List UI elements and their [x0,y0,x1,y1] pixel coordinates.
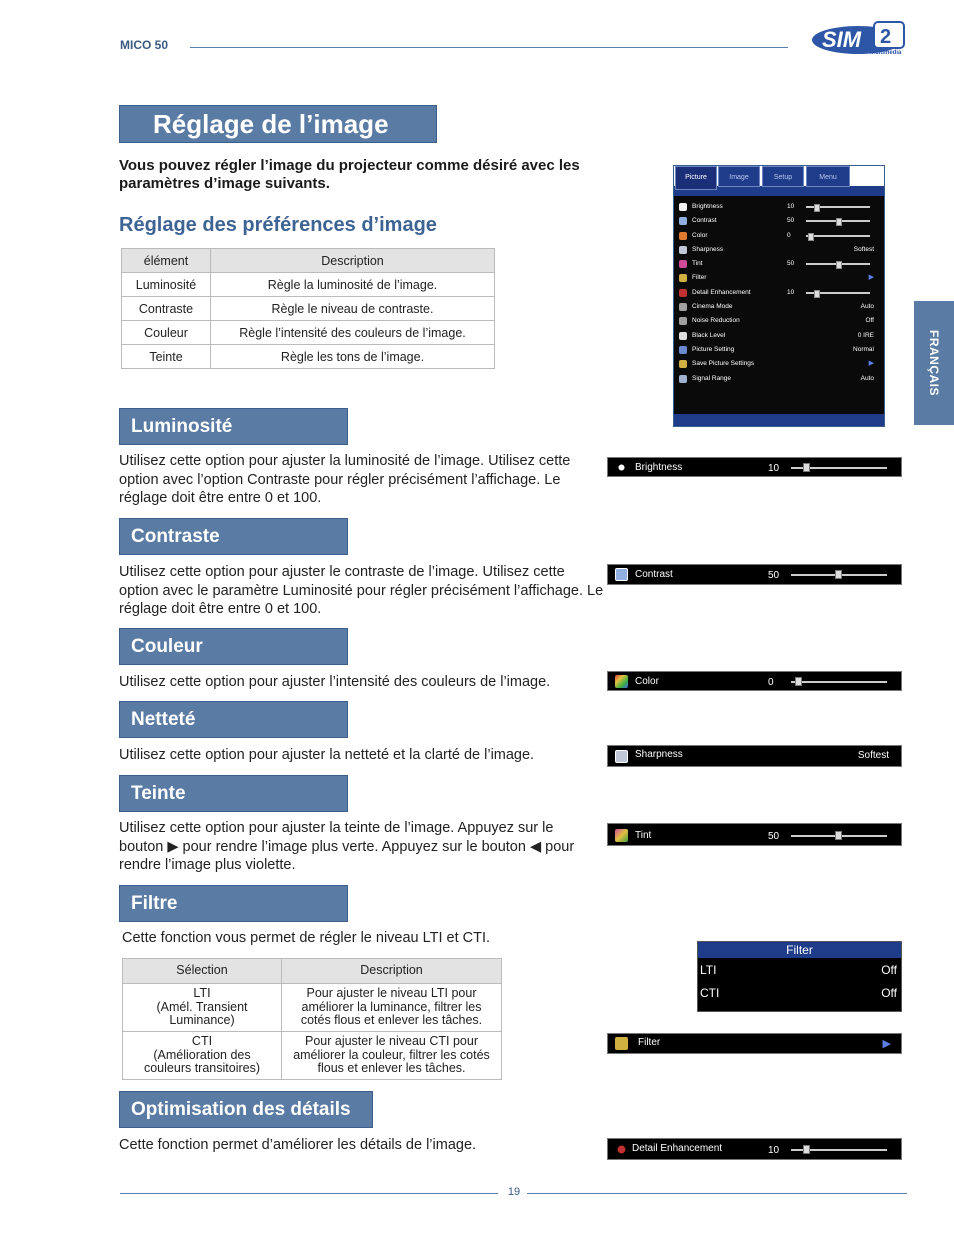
bar-label: Filter [638,1037,661,1048]
optimisation-text: Cette fonction permet d’améliorer les détails de l’image. [119,1137,477,1153]
slider-knob[interactable] [836,218,842,226]
osd-item-label: Color [692,231,708,239]
osd-item-icon [679,346,687,354]
chevron-right-icon: ▶ [882,1038,891,1050]
slider-knob[interactable] [814,290,820,298]
slider-knob[interactable] [803,463,810,472]
slider-knob[interactable] [803,1145,810,1154]
table-row [122,273,495,297]
svg-text:SIM: SIM [822,27,862,52]
table-cell: Règle l’intensité des couleurs de l’image. [211,321,495,345]
table-cell: LTI (Amél. Transient Luminance) [123,984,282,1032]
osd-item-label: Filter [692,274,707,282]
table-header: élément [122,249,211,273]
contraste-text: Utilisez cette option pour ajuster le contraste de l’image. Utilisez cette option avec le paramètre Luminosité pour régler précisément l’affichage. Le réglage doit être entre 0 et 100. [119,564,604,617]
document-model: MICO 50 [120,38,169,52]
detail-enhancement-bar [607,1138,902,1160]
language-label: FRANÇAIS [927,330,941,396]
osd-item-value: Auto [860,303,874,311]
osd-item-slider[interactable] [806,292,870,294]
table-cell: Règle le niveau de contraste. [211,297,495,321]
tint-slider[interactable] [791,835,887,837]
section-heading-luminosite: Luminosité [119,408,348,445]
filtre-text: Cette fonction vous permet de régler le niveau LTI et CTI. [122,930,491,946]
slider-knob[interactable] [808,233,814,241]
osd-item-label: Detail Enhancement [692,288,751,296]
osd-item-icon [679,375,687,383]
osd-item-label: Noise Reduction [692,317,740,325]
osd-item-icon [679,274,687,282]
osd-item-value: Normal [853,345,874,353]
table-cell: Teinte [122,345,211,369]
osd-item[interactable] [674,314,884,328]
osd-item-icon [679,217,687,225]
table-row [122,297,495,321]
sharpness-bar [607,745,902,767]
couleur-text: Utilisez cette option pour ajuster l’intensité des couleurs de l’image. [119,674,551,690]
bar-label: Brightness [635,462,683,473]
chevron-right-icon: ▶ [868,360,874,368]
osd-item-label: Contrast [692,217,717,225]
bar-label: Sharpness [635,749,683,760]
tint-icon [615,829,628,842]
filter-icon [615,1037,628,1050]
section-heading-nettete: Netteté [119,701,348,738]
bar-label: Color [635,676,659,687]
color-palette-icon [615,675,628,688]
osd-item-label: Cinema Mode [692,303,733,311]
bar-value: 50 [768,831,780,842]
table-cell: Règle la luminosité de l’image. [211,273,495,297]
table-cell: Luminosité [122,273,211,297]
table-header: Description [282,959,502,984]
table-header: Description [211,249,495,273]
filter-bar[interactable] [607,1033,902,1054]
osd-item-value: 50 [787,260,795,268]
table-row [123,984,502,1032]
table-cell: CTI (Amélioration des couleurs transitoires) [123,1032,282,1080]
osd-tab-image[interactable]: Image [718,166,760,187]
osd-item[interactable] [674,286,884,300]
osd-item-icon [679,332,687,340]
table-cell: Règle les tons de l’image. [211,345,495,369]
tint-bar [607,823,902,846]
slider-knob[interactable] [835,570,842,579]
contrast-icon [615,568,628,581]
teinte-text: Utilisez cette option pour ajuster la teinte de l’image. Appuyez sur le bouton ▶ pour rendre l’image plus verte. Appuyez sur le bouton ◀ pour rendre l’image plus violette. [119,820,575,873]
osd-picture-menu [673,165,885,427]
osd-item-slider[interactable] [806,263,870,265]
osd-item-slider[interactable] [806,235,870,237]
contrast-bar [607,564,902,585]
filter-submenu [697,941,902,1012]
contrast-slider[interactable] [791,574,887,576]
osd-item-label: Tint [692,260,703,268]
osd-item-icon [679,203,687,211]
osd-tab-menu[interactable]: Menu [806,166,850,187]
osd-item-list [674,200,884,386]
brightness-icon [615,461,628,474]
table-cell: Pour ajuster le niveau CTI pour améliorer la couleur, filtrer les cotés flous et enlever les tâches. [282,1032,502,1080]
table-cell: Contraste [122,297,211,321]
section-heading-optimisation: Optimisation des détails [119,1091,373,1128]
bar-value: 10 [768,463,780,474]
osd-item-slider[interactable] [806,206,870,208]
osd-item-icon [679,360,687,368]
option-value: Off [881,963,897,977]
brightness-slider[interactable] [791,467,887,469]
table-cell: Couleur [122,321,211,345]
osd-item-icon [679,260,687,268]
osd-item-icon [679,289,687,297]
osd-item[interactable] [674,300,884,314]
bar-value: 10 [768,1145,780,1156]
osd-item-value: 10 [787,203,795,210]
sim2-logo [808,16,912,56]
osd-item[interactable] [674,200,884,214]
bar-value: 0 [768,677,774,688]
footer-rule [527,1193,907,1194]
header-rule [190,47,788,48]
chevron-right-icon: ▶ [868,274,874,282]
brightness-bar [607,457,902,477]
osd-item-value: Softest [853,245,874,253]
osd-item[interactable] [674,329,884,343]
option-label: LTI [700,963,717,977]
osd-item[interactable] [674,214,884,228]
section-heading-filtre: Filtre [119,885,348,922]
osd-item-icon [679,317,687,325]
section-heading-teinte: Teinte [119,775,348,812]
osd-item-value: Auto [860,374,874,382]
nettete-text: Utilisez cette option pour ajuster la netteté et la clarté de l’image. [119,747,535,763]
page-number: 19 [507,1186,521,1198]
preferences-table [121,248,495,369]
osd-item-value: 10 [787,288,795,296]
section-heading-couleur: Couleur [119,628,348,665]
bar-label: Tint [635,830,652,841]
option-value: Off [881,986,897,1000]
color-bar [607,671,902,691]
osd-item-icon [679,232,687,240]
filter-table [122,958,502,1080]
osd-tab-picture[interactable]: Picture [675,166,717,190]
slider-knob[interactable] [814,204,820,212]
osd-item-label: Signal Range [692,374,732,382]
osd-item-slider[interactable] [806,220,870,222]
section-heading-contraste: Contraste [119,518,348,555]
bar-label: Contrast [635,569,673,580]
osd-item-label: Picture Setting [692,345,735,353]
osd-item-label: Brightness [692,203,723,210]
language-tab [914,301,954,425]
table-row [122,345,495,369]
luminosite-text: Utilisez cette option pour ajuster la luminosité de l’image. Utilisez cette option avec l’option Contraste pour régler précisément l’affichage. Le réglage doit être entre 0 et 100. [119,453,571,506]
filter-submenu-title: Filter [698,942,901,958]
osd-item[interactable] [674,257,884,271]
osd-item[interactable] [674,343,884,357]
osd-item[interactable] [674,357,884,371]
page-title: Réglage de l’image [119,105,437,143]
table-cell: Pour ajuster le niveau LTI pour améliorer la luminance, filtrer les cotés flous et enlever les tâches. [282,984,502,1032]
osd-item[interactable] [674,229,884,243]
osd-item[interactable] [674,271,884,285]
osd-tab-setup[interactable]: Setup [762,166,804,187]
table-row [123,1032,502,1080]
osd-item[interactable] [674,243,884,257]
sharpness-icon [615,750,628,763]
table-row [122,321,495,345]
osd-item[interactable] [674,372,884,386]
osd-item-label: Sharpness [692,245,724,253]
color-slider[interactable] [791,681,887,683]
bar-value: 50 [768,570,780,581]
section-subtitle: Réglage des préférences d’image [119,214,437,236]
osd-item-value: Off [865,317,874,325]
osd-item-value: 50 [787,217,795,225]
bar-label: Detail Enhancement [632,1143,723,1154]
slider-knob[interactable] [836,261,842,269]
logo-subtext: Multimedia [870,50,902,56]
osd-item-label: Save Picture Settings [692,360,755,368]
osd-item-value: 0 [787,231,791,239]
slider-knob[interactable] [795,677,802,686]
detail-enhancement-icon [615,1143,628,1156]
option-label: CTI [700,986,720,1000]
table-header: Sélection [123,959,282,984]
osd-item-value: 0 IRE [857,331,874,339]
osd-item-icon [679,303,687,311]
osd-item-label: Black Level [692,331,726,339]
detail-enhancement-slider[interactable] [791,1149,887,1151]
slider-knob[interactable] [835,831,842,840]
bar-value: Softest [857,750,889,761]
osd-item-icon [679,246,687,254]
intro-text: Vous pouvez régler l’image du projecteur comme désiré avec les paramètres d’image suivants. [119,157,580,192]
svg-text:2: 2 [880,26,892,48]
footer-rule [120,1193,498,1194]
